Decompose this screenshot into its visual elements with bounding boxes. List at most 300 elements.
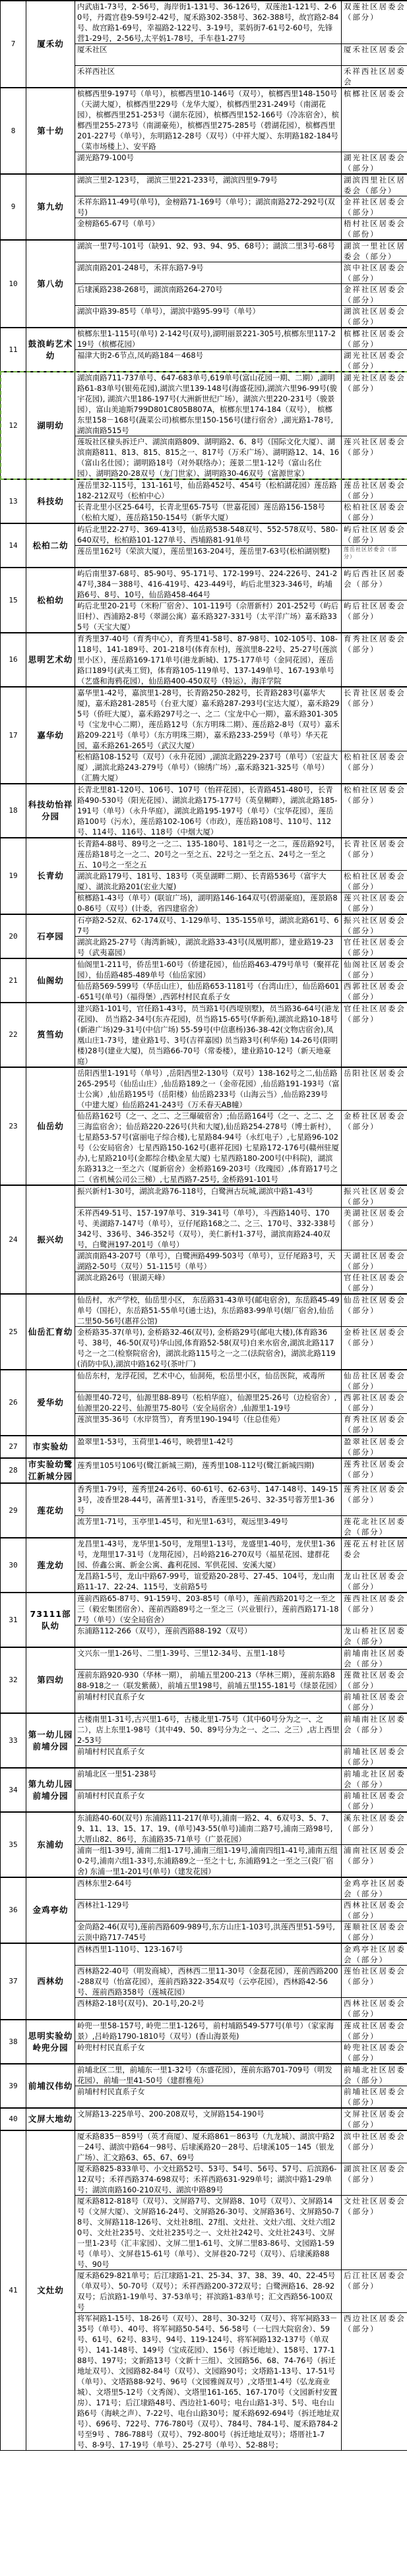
kindergarten-group — [1, 1647, 407, 1713]
address-range — [75, 1943, 342, 1966]
address-text: 长青路4-88号、89号之一之二、135-180号、181号之一之二，莲岳路92号，莲岳路18号之一之二、20号之一至之五、22号之一至之五、24号之一至之五、10号之一至之五 — [77, 839, 340, 869]
address-text: 厦禾社区 — [77, 45, 108, 54]
address-text: 岳阳西里1-191号（单号）,岳阳西里2-130号（双号）138-162号之二,仙岳路265-295号（仙岳山庄）,仙岳路189之一（金帝花园）,仙岳路191-193号（富士公寓）,仙岳路195号（岳阳楼）仙岳路233号（山海云当）,仙岳路239号（中建大厦）仙岳路241-243号（万禾春天AB幢） — [77, 1068, 340, 1109]
address-range — [75, 1414, 342, 1436]
address-range — [75, 1208, 342, 1250]
address-text: 屿后北里20-21号（米粉厂宿舍）、101-119号（佘厝新村）201-252号（屿后旧村）、西浦路2-8号（翠湖公寓）嘉禾路327-331号（太平洋广场）嘉禾路335号（天宝大厦） — [77, 601, 338, 631]
table-row — [1, 2130, 407, 2163]
community-committee: 莲岳社区居委会（部分） — [342, 546, 407, 568]
kindergarten-group — [1, 88, 407, 174]
row-number: 23 — [1, 1067, 26, 1185]
row-number: 21 — [1, 958, 26, 1003]
community-committee: 松柏社区居委会（部分） — [342, 784, 407, 838]
kindergarten-name: 石亭园 — [26, 914, 75, 958]
address-range — [75, 2196, 342, 2270]
row-number: 25 — [1, 1294, 26, 1370]
kindergarten-group — [1, 1294, 407, 1370]
table-row — [1, 1812, 407, 1845]
kindergarten-group — [1, 174, 407, 240]
address-text: 莲滨里35-36号（水岸筼筜），育秀里190-194号（住总佳苑） — [77, 1415, 285, 1424]
community-committee: 厦禾社区居委会 — [342, 44, 407, 66]
community-committee: 育秀社区居委会（部分） — [342, 1414, 407, 1436]
community-committee: 官任社区居委会（部分） — [342, 937, 407, 959]
kindergarten-name: 振兴幼 — [26, 1185, 75, 1294]
address-range — [75, 1067, 342, 1111]
address-text: 湖滨北路25-27号（海湾新城），湖滨北路33-43号(凤凰明都），建业路19-23号（武夷嘉园） — [77, 937, 334, 957]
address-text: 湖滨北路26号（银湖天峰） — [77, 1273, 170, 1282]
address-text: 前埔村村民直系子女 — [77, 1692, 145, 1701]
address-range — [75, 1327, 342, 1370]
kindergarten-name: 科技幼怡祥分园 — [26, 784, 75, 838]
address-range — [75, 687, 342, 751]
row-number: 12 — [1, 372, 26, 479]
community-committee: 前埔南社区居委会（部分） — [342, 1647, 407, 1670]
kindergarten-name: 仙岳汇育幼 — [26, 1294, 75, 1370]
community-committee: 屿后社区居委会（部分） — [342, 600, 407, 633]
community-committee: 松柏社区居委会（部分） — [342, 502, 407, 524]
row-number: 14 — [1, 523, 26, 568]
kindergarten-group — [1, 784, 407, 838]
address-text: 文兴东一里1-26号、二里1-39号、三里12-34号、五里1-18号 — [77, 1649, 286, 1658]
table-row — [1, 838, 407, 871]
address-range — [75, 306, 342, 328]
community-committee: 前埔北社区居委会（部分） — [342, 2064, 407, 2086]
address-range — [75, 1436, 342, 1458]
address-range — [75, 88, 342, 152]
address-text: 金尚路2-46(双号),莲前西路609-989号,东方山庄1-103号,洪莲西里51-59号,云顶中路717-745号 — [77, 1922, 335, 1942]
community-committee: 岭兜社区居委会（部分） — [342, 2042, 407, 2064]
kindergarten-group — [1, 1067, 407, 1185]
address-text: 前埔北区一里51-238号 — [77, 1769, 157, 1778]
address-text: 将军祠路1-15号、18-26号（双号）、28号、30-32号（双号）、将军祠路33－35号（单号）、40号、将军祠路50-54号、56-58号（一七四大院宿舍）、59号、61号、62号、83号、94号、119-124号、将军祠路132-137号（单双号）、141-148号、149号（宝成花园）、156号（拆迁地址）、158号、177-188号、197号；文新路13号（文新十三组）、文园路56、68、74-76号（拆迁地址双号）、文园路82-84号（双号）、文园路90号；文塔路1-13号、17-51号（单号）、文塔路88-92号、96号（文园雅阁双号）,文塔里1-4号（弘龙商业城）、文塔里5-12号（文秀阁）、文塔里161-165、167-170号（文园新村安置房）、171号；后江埭路48号、西边社1-60号；电台山路1-3号、5号、电台山路6号（海峡之声）、7-22号、电台山路30号；厦禾路692-694号（拆迁地址双号）、696号、722号、776-780号（双号）、784号、784-1号、厦禾路784-2号至9号 、786-788号（双号）、792-800号（拆迁地址双号）；塔厝社1-7号、8-9号、17-19号（单号）、25-27号（单号）、52-88号； — [77, 2314, 340, 2449]
address-range — [75, 196, 342, 218]
row-number: 32 — [1, 1647, 26, 1713]
kindergarten-group — [1, 328, 407, 372]
address-range — [75, 2020, 342, 2042]
address-range — [75, 1516, 342, 1538]
table-row — [1, 523, 407, 546]
kindergarten-group — [1, 1458, 407, 1483]
address-text: 湖滨三里2-123号， 湖滨三里221-233号，湖滨四里9-79号 — [77, 175, 278, 185]
address-range — [75, 44, 342, 66]
address-text: 香秀里1-79号，莲秀里24-26号、60-61号、62-63号、147-148号、149-153号，凌香里28-44号，菡菁里1-31号，香莲里5-26号、32-35号蓉芳里1-36号 — [77, 1484, 338, 1515]
address-range — [75, 2313, 342, 2451]
community-committee: 长青社区居委会（部分） — [342, 687, 407, 751]
community-committee: 莲兴社区居委会（部分） — [342, 436, 407, 480]
address-text: 内武庙1-73号，2-56号，海岸街1-131号、36-126号，双莲池1-121号、2-60号，丹霞宫巷9-59号2-42号，厦禾路302-358号、362-388号，故宫路2-84号、故宫路1-69号，幸福路2-122号、3-19号，菜妈街7-61号2-60号，先锋营1-29号，2-56号,太平妈1-78号，手车巷1-27号 — [77, 2, 339, 43]
row-number: 10 — [1, 240, 26, 328]
row-number: 19 — [1, 838, 26, 914]
row-number: 11 — [1, 328, 26, 372]
address-text: 西林东里2-64号 — [77, 1879, 132, 1888]
table-row — [1, 568, 407, 600]
community-committee: 松柏社区居委会（部分） — [342, 871, 407, 893]
table-row — [1, 784, 407, 838]
row-number: 29 — [1, 1483, 26, 1538]
table-row — [1, 1538, 407, 1571]
community-committee: 浦南社区居委会（部分） — [342, 1845, 407, 1878]
row-number: 22 — [1, 1003, 26, 1067]
community-committee: 仙岳社区居委会（部分） — [342, 1370, 407, 1392]
community-committee: 槟榔社区居委会 — [342, 88, 407, 152]
kindergarten-name: 文灶幼 — [26, 2130, 75, 2451]
address-text: 湖滨南路201-248号，禾祥东路7-9号 — [77, 263, 204, 272]
community-committee: 盈翠社区居委会（部分） — [342, 1436, 407, 1458]
address-range — [75, 479, 342, 502]
community-committee: 西林社区居委会（部分） — [342, 1900, 407, 1921]
community-committee: 长青社区居委会（部分） — [342, 838, 407, 871]
community-committee: 金鸡亭社区居委会（部分） — [342, 1877, 407, 1900]
table-row — [1, 1185, 407, 1208]
row-number: 39 — [1, 2064, 26, 2108]
address-range — [75, 1571, 342, 1593]
community-committee: 槟榔社区居委会（部分） — [342, 328, 407, 350]
table-row — [1, 1436, 407, 1458]
row-number: 30 — [1, 1538, 26, 1593]
table-row — [1, 958, 407, 981]
address-range — [75, 784, 342, 838]
kindergarten-name: 长青幼 — [26, 838, 75, 914]
address-text: 浦南一组1-39号, 浦南二组1-17号,浦南三组1-19号,浦南四组1-41号,浦南五组0-2号,浦南六组1-33号,东浦路89之一至之十七, 东浦路91之一至之三(瓷厂宿舍) 东浦一里1-201号(单号)（建发花园） — [77, 1846, 338, 1876]
row-number: 31 — [1, 1593, 26, 1647]
kindergarten-group — [1, 1593, 407, 1647]
community-committee: 溪东社区居委会（部分） — [342, 1812, 407, 1845]
address-text: 盈翠里1-53号，玉荷里1-46号，映碧里1-42号 — [77, 1437, 234, 1446]
kindergarten-name: 莲花幼 — [26, 1483, 75, 1538]
community-committee: 金祥社区居委会（部分） — [342, 284, 407, 306]
address-text: 西林社1-129号 — [77, 1900, 129, 1910]
address-text: 槟榔路1-43号（单号）(联谊广场)，湖明路146-164双号(碧湖豪庭)，莲景路80-86号（双号）(计委，省四建宿舍） — [77, 893, 338, 913]
community-committee: 前埔北社区居委会（部分） — [342, 1768, 407, 1790]
row-number: 35 — [1, 1812, 26, 1877]
row-number: 9 — [1, 174, 26, 240]
community-committee: 梧村社区居委会（部份） — [342, 218, 407, 241]
address-range — [75, 350, 342, 372]
address-text: 前埔村村民直系子女 — [77, 1747, 145, 1756]
address-text: 仙岳路569-599号（华岳山庄），仙岳路653-1181号（台湾山庄），仙岳路601-651号(单号)（福得堡）,西郭村村民直系子女 — [77, 981, 340, 1001]
table-row — [1, 1877, 407, 1900]
community-committee: 后江社区居委会（部分） — [342, 2270, 407, 2313]
address-text: 莲前西路65-87号、91-159号、203-85号（单号），莲前西路201号之一至之三（毅宏集团宿舍）、莲前西路89号之一至之三（兴业银行），莲前西路171-187号（单号）（安全局宿舍） — [77, 1594, 339, 1624]
address-text: 古楼南里1-31号,古兴里1-6号，古楼北里1-75号（其中60号分为之一、之二），店上东里1-98号（其中49、50、89号分为之一、之二、之三）,店上西里2-53号 — [77, 1714, 340, 1745]
row-number: 34 — [1, 1768, 26, 1812]
row-number: 24 — [1, 1185, 26, 1294]
address-range — [75, 1845, 342, 1878]
community-committee: 屿后西社区居委会（部分） — [342, 568, 407, 600]
kindergarten-name: 第九幼 — [26, 174, 75, 240]
table-row — [1, 2108, 407, 2130]
address-range — [75, 328, 342, 350]
kindergarten-group — [1, 1, 407, 88]
row-number: 37 — [1, 1943, 26, 2020]
address-range — [75, 937, 342, 959]
table-row — [1, 1458, 407, 1483]
kindergarten-group — [1, 372, 407, 479]
community-committee: 前埔社区居委会（部分） — [342, 1691, 407, 1714]
address-text: 建兴路1-101号，官任路1-43号，员当路1号(西堤别墅)，员当路36-64号(港龙花园)、 员当路2-34号(东卉花园)，员当路15-65号(华新苑),湖滨北路10-18号(新港广场)29-31号(中信广场) 55-59号(中信惠杨)36-38-42(文物店宿舍),凤凰山庄1-73号，建业路1号、3号(吉祥嘉园) 员当路3号(利华苑) 14-26号(阳明楼)28号(建业大厦)，员当路66-70号（常委楼），建业路10-12号（新天地豪庭） — [77, 1004, 340, 1066]
community-committee: 松柏社区居委会（部分） — [342, 751, 407, 784]
address-range — [75, 284, 342, 306]
address-text: 仙阁里1-211号，侨岳里1-60号（侨建花园），仙岳路463-479号单号（聚祥花园），仙岳路485-489单号（仙岳家园） — [77, 960, 340, 980]
address-range — [75, 218, 342, 241]
address-text: 岭兜一里58-157号, 岭兜二里1-126号，前村埔路549-577号(单号）（家家海景）,吕岭路1790-1810号（双号）(香山海景苑) — [77, 2021, 334, 2041]
community-committee: 湖滨社区居委会（部分） — [342, 2163, 407, 2196]
community-committee: 天湖社区居委会（部分） — [342, 1250, 407, 1272]
address-text: 东浦路112-266（双号），莲前西路88-192（双号） — [77, 1626, 252, 1635]
table-row — [1, 914, 407, 937]
community-committee: 育秀社区居委会（部分） — [342, 633, 407, 687]
kindergarten-group — [1, 1003, 407, 1067]
community-committee: 莲兴社区居委会（部分） — [342, 893, 407, 915]
community-committee: 前埔南社区居委会（部分） — [342, 1713, 407, 1746]
kindergarten-name: 市实验幼 — [26, 1436, 75, 1458]
address-text: 岭兜村村民直系子女 — [77, 2043, 145, 2052]
table-row — [1, 1370, 407, 1392]
address-text: 厦禾路629-821单号；后江埭路1-21、25-34、37、38、39、40、22-45号（单双号）、50-70号（双号）；禾祥西路200-372双号；白鹭洲路16、28-92双号；后滨路1-19单号、37-53单号；祥滨路1-83单号；汇文西路56-100双号 — [77, 2271, 336, 2312]
row-number: 36 — [1, 1877, 26, 1943]
address-text: 振兴新村1-30号，湖滨北路76-118号，白鹭洲古玩城,湖滨中路1-43号 — [77, 1186, 313, 1196]
kindergarten-name: 第九幼儿园前埔分园 — [26, 1768, 75, 1812]
address-range — [75, 1392, 342, 1414]
address-range — [75, 1111, 342, 1186]
address-range — [75, 1370, 342, 1392]
address-text: 禾祥西社区 — [77, 67, 115, 76]
kindergarten-name: 第一幼儿园前埔分园 — [26, 1713, 75, 1768]
row-number: 15 — [1, 568, 26, 633]
kindergarten-name: 仙岳幼 — [26, 1067, 75, 1185]
community-committee: 仙岳社区居委会（部分） — [342, 1294, 407, 1327]
address-text: 东浦路40-60(双号) 东浦路111-217(单号),浦南一路2、4、6双号3、5、7、9、11、13、15、17、19、(单号)43-55(单号)浦南二路7号,浦南三路98号,大厝山82、86号，东浦路35-71单号（广景花园） — [77, 1813, 334, 1844]
address-range — [75, 2064, 342, 2086]
address-text: 屿后北里22-27号、369-413号，仙岳路538-548双号、552-578双号、580-640双号，松柏路101-127单号、西埔路81-91单号 — [77, 525, 338, 544]
row-number: 40 — [1, 2108, 26, 2130]
kindergarten-name: 莲龙幼 — [26, 1538, 75, 1593]
address-range — [75, 893, 342, 915]
kindergarten-name: 湖明幼 — [26, 372, 75, 479]
kindergarten-group — [1, 838, 407, 914]
address-range — [75, 1003, 342, 1067]
row-number: 17 — [1, 687, 26, 784]
community-committee: 美湖社区居委会（部分） — [342, 1208, 407, 1250]
address-range — [75, 871, 342, 893]
table-row — [1, 1294, 407, 1327]
row-number: 33 — [1, 1713, 26, 1768]
address-range — [75, 838, 342, 871]
community-committee: 莲微社区居委会（部分） — [342, 1670, 407, 1691]
address-range — [75, 2130, 342, 2163]
community-committee: 官任社区居委会（部分） — [342, 1003, 407, 1067]
table-row — [1, 479, 407, 502]
kindergarten-group — [1, 1812, 407, 1877]
kindergarten-group — [1, 1943, 407, 2020]
address-text: 湖滨一里7号-101号（缺91、92、93、94、95、68号）；湖滨二里3号-68号 — [77, 241, 335, 250]
table-row — [1, 2064, 407, 2086]
kindergarten-group — [1, 1538, 407, 1593]
address-text: 禾祥西49-51号、157-197单号、319-341号（单号），斗西路140号、170号、美湖路7-147号（单号），豆仔尾路168之二、之三、170号、332-338号342号、336号、346-352号（双号），美仁新村1-37号，湖滨南路24-40双号，白鹭洲197-201号（单号） — [77, 1208, 336, 1249]
table-row — [1, 174, 407, 196]
community-committee: 湖滨一里社区居委会（部分） — [342, 240, 407, 262]
kindergarten-name: 厦禾幼 — [26, 1, 75, 88]
kindergarten-name: 鼓浪屿艺术幼 — [26, 328, 75, 372]
address-range — [75, 1998, 342, 2020]
address-range — [75, 1272, 342, 1295]
address-text: 龙昌路1-5号，龙山中路67-99号，谊爱路20-28号、27-45、104号，龙山南路11-17、22-24、115号，支前路5号 — [77, 1571, 335, 1591]
address-range — [75, 1483, 342, 1516]
address-text: 长青北里小区25-64号，长青北里65-75号（世嘉花园）莲岳路156-158号（松柏大厦），莲岳路150-154号（新华大厦） — [77, 502, 325, 522]
address-text: 金榜路65-67号（单号） — [77, 219, 160, 228]
community-committee: 文屏社区居委会（部分） — [342, 2108, 407, 2130]
address-range — [75, 914, 342, 937]
address-text: 育秀里37-40号（育秀中心），育秀里41-58号、87-98号、102-105号、108-118号、141-189号、201-218号(体育东村)，莲滨里8-22号、25-27号(莲滨里小区），莲岳路169-171单号(港龙新城)、175-177单号（金同花园），莲岳路口189号(武夷工贸)，体育路105-119单号、137-149单号、167-193单号（艺盛和海鸦花园），仙岳路400-450双号（特运），海洋学院 — [77, 634, 338, 686]
community-committee: 滨中社区居委会（部分） — [342, 262, 407, 284]
community-committee: 禾祥西社区居委会 — [342, 66, 407, 88]
kindergarten-group — [1, 523, 407, 568]
address-range — [75, 2163, 342, 2196]
table-row — [1, 1003, 407, 1067]
address-range — [75, 1670, 342, 1691]
community-committee: 莲秀社区居委会（部分） — [342, 1458, 407, 1483]
kindergarten-group — [1, 568, 407, 633]
address-range — [75, 240, 342, 262]
address-range — [75, 2108, 342, 2130]
address-range — [75, 1877, 342, 1900]
address-text: 莲秀里105号106号(鹭江新城三期)，莲秀里108-112号(鹭江新城四期) — [77, 1461, 315, 1470]
address-text: 莲岳里32-115号，131-161号，仙岳路452号、454号（松柏湖花园）莲岳路182-212双号（松柏中心） — [77, 481, 337, 500]
community-committee: 金桥社区居委会（部分） — [342, 1111, 407, 1186]
address-range — [75, 2270, 342, 2313]
community-committee: 西郭社区居委会（部分） — [342, 981, 407, 1003]
kindergarten-group — [1, 479, 407, 523]
kindergarten-group — [1, 1713, 407, 1768]
kindergarten-group — [1, 1483, 407, 1538]
community-committee: 莲顺社区居委会（部分） — [342, 1921, 407, 1944]
address-range — [75, 262, 342, 284]
address-text: 流芳里1-71号，玉亭里1-45号，和光里1-63号，观远里3-49号 — [77, 1517, 288, 1526]
address-text: 松柏路108-152号（双号）（永升花园）,湖滨北路229-237号（单号）（宏益大厦）,湖滨北路243-279号（单号）（锦绣广场）,嘉禾路321-325号（单号）（汇腾大厦） — [77, 752, 338, 782]
address-text: 仙岳路162号（之一、之二、之三爆破宿舍）;仙岳路164号（之一、之二、之三海监宿舍）；仙岳路220-226号(共和大厦),仙岳路254-278号（博士新村）， 七星路53-57号(富丽电子综合楼),七星路84-94号（永红电子）,七星路96-102号（公安局宿舍）七星西路150-162号(惠祥花园) 七星路172-176号(赣州驻厦办),七星路210号(金都综合楼\金星大厦) 七星西路180-200号(中科院)，湖滨东路313之一至之六（厦新宿舍）金桥路169-203号（玫瑰园）,体育路17号之二（省机械公司公三梯）,七星西路7-25号, 金桥路91-101号 — [77, 1111, 339, 1184]
address-range — [75, 600, 342, 633]
address-range — [75, 1250, 342, 1272]
address-range — [75, 981, 342, 1003]
table-row — [1, 1768, 407, 1790]
table-row — [1, 240, 407, 262]
row-number: 16 — [1, 633, 26, 687]
community-committee: 岳阳社区居委会 — [342, 1067, 407, 1111]
community-committee: 湖光社区居委会（部分） — [342, 372, 407, 436]
table-row — [1, 88, 407, 152]
address-text: 金桥路35-37(单号), 金桥路32-46(双号), 金桥路29号(邮电大楼),体育路36号、38号，46-50(双号)华山园,体育路52-58(双号)自来水宿舍,湖滨北路117号之一之二(检察院宿舍)，湖滨北路115号之一之二(法院宿舍)，湖滨北路119(消防中队),湖滨中路162号(茶叶厂) — [77, 1328, 336, 1368]
kindergarten-name: 第四幼 — [26, 1647, 75, 1713]
community-committee: 滨中社区居委会（部分） — [342, 2130, 407, 2163]
row-number: 28 — [1, 1458, 26, 1483]
kindergarten-name: 市实验幼鹭江新城分园 — [26, 1458, 75, 1483]
community-committee: 龙山桥社区居委会（部分） — [342, 1625, 407, 1648]
address-range — [75, 1790, 342, 1813]
address-range — [75, 1593, 342, 1625]
kindergarten-group — [1, 958, 407, 1003]
kindergarten-name: 西林幼 — [26, 1943, 75, 2020]
address-text: 厦禾路825-833单号、小文灶路52号、53号、54号、56号、57号、后滨路6-12双号；禾祥西路374-698双号；禾祥西路631-929单号；湖滨中路1-29单号；湖滨南路160-210双号、湖滨中路89号 — [77, 2164, 337, 2194]
kindergarten-group — [1, 240, 407, 328]
kindergarten-name: 第八幼 — [26, 240, 75, 328]
community-committee: 屿后社区居委会（部分） — [342, 523, 407, 546]
address-text: 莲坂社区棣头拆迁户、湖滨南路809、湖明路2、6、8号（国际文化大厦）、湖滨南路811、813、815、815之一、817号（万禾广场）、湖明路12、14、16（富山名仕园）；湖明路18号（对外联络办）；莲景二里1-12号（富山名仕园）、湖明路20-28双号（龙门世家）、湖明路30-46双号（富源世家） — [77, 437, 340, 478]
address-text: 屿后南里37-68号、85-90号、95-171号、172-199号、224-226号、241-247号,384－388号、416-419号、423-449号，屿后北里323-346号，屿埔路6号、8号、10号，仙岳路458-464号 — [77, 569, 338, 599]
community-committee: 金桥社区居委会（部分） — [342, 1327, 407, 1370]
table-row — [1, 1, 407, 44]
table-row — [1, 687, 407, 751]
community-committee: 官任社区居委会（部分） — [342, 1272, 407, 1295]
address-text: 槟榔西里9-197号（单号），槟榔西里10-146号（双号），槟榔西里148-150号（天湖大厦），槟榔西里229号（龙华大厦），槟榔西里231-249号（南湖花园），槟榔西里251-253号（湖东花园），槟榔西里152-166号（冷冻宿舍），槟榔西里255-273号（南湖豪苑），槟榔西里275-285号（碧湖花园），槟榔西里201-227号（单号），东明路12-28号（双号）（中祥大厦）、东明路182-184号（菜市场楼上）、安平路 — [77, 89, 340, 151]
address-range — [75, 1458, 342, 1483]
address-text: 西林路22-40号（明发商城），西林西二里11-30号（金磊花园），莲前西路200-288双号（怡富花园），莲前西路322-354双号（云亭花园），西林路42-56号、莲前西路358号（莲城花园） — [77, 1966, 338, 1997]
address-text: 西林西里1-110号、123-167号 — [77, 1945, 183, 1954]
community-committee: 西郭社区居委会（部分） — [342, 1392, 407, 1414]
kindergarten-name: 仙阁幼 — [26, 958, 75, 1003]
address-text: 湖滨中路39-85号（单号），湖滨中路95-99号（单号） — [77, 307, 260, 316]
kindergarten-name: 嘉华幼 — [26, 687, 75, 784]
table-row — [1, 1593, 407, 1625]
table-row — [1, 2020, 407, 2042]
community-committee: 振兴社区居委会（部分） — [342, 914, 407, 937]
community-committee: 金祥社区居委会（部分） — [342, 196, 407, 218]
address-text: 槟榔东里1-115号(单号) 2-142号(双号),湖明丽景221-305号,槟榔东里117-219号（槟榔花园） — [77, 329, 336, 349]
kindergarten-name: 筼筜幼 — [26, 1003, 75, 1067]
address-text: 湖光路79-100号 — [77, 153, 134, 162]
row-number: 27 — [1, 1436, 26, 1458]
community-committee: 湖光社区居委会（部分） — [342, 152, 407, 175]
table-row — [1, 1483, 407, 1516]
address-range — [75, 1746, 342, 1769]
kindergarten-name: 前埔汉伟幼 — [26, 2064, 75, 2108]
address-range — [75, 372, 342, 436]
community-committee: 前埔社区居委会（部分） — [342, 1790, 407, 1813]
address-text: 后埭溪路238-268号，湖滨南路264-270号 — [77, 285, 223, 294]
row-number: 18 — [1, 784, 26, 838]
kindergarten-group — [1, 1877, 407, 1943]
address-range — [75, 1768, 342, 1790]
table-row — [1, 633, 407, 687]
kindergarten-name: 松柏二幼 — [26, 523, 75, 568]
kindergarten-group — [1, 687, 407, 784]
kindergarten-name: 金鸡亭幼 — [26, 1877, 75, 1943]
address-range — [75, 66, 342, 88]
community-committee: 湖光社区居委会（部分） — [342, 350, 407, 372]
kindergarten-group — [1, 1185, 407, 1294]
community-committee: 西边社区居委会（部分） — [342, 2313, 407, 2451]
address-text: 仙岳村，水产学校，仙岳里小区， 东岳路31-43单号(邮电宿舍)，东岳路45-49单号（国托），东岳路51-55单号(通士达)，东岳路83-99单号(烟厂宿舍),仙岳二里50-56号(惠祥公馆) — [77, 1295, 340, 1326]
table-row — [1, 1713, 407, 1746]
kindergarten-name: 科技幼 — [26, 479, 75, 523]
table-row — [1, 372, 407, 436]
community-committee: 莲秀社区居委会（部分） — [342, 1483, 407, 1516]
kindergarten-name: 思明艺术幼 — [26, 633, 75, 687]
community-committee: 莲怡社区居委会（部分） — [342, 1966, 407, 1998]
address-text: 湖滨南路43-207号（单号），白鹭洲路499-503号（单号），豆仔尾路3号，天湖路2-50号（双号）51-115号（单号） — [77, 1251, 336, 1271]
community-committee: 前埔社区居委会（部分） — [342, 1746, 407, 1769]
community-committee: 莲岳社区居委会（部分） — [342, 479, 407, 502]
kindergarten-group — [1, 2130, 407, 2451]
row-number: 41 — [1, 2130, 26, 2451]
address-text: 禾祥东路11-49号(单号)，金榜路71-169号（单号）；湖滨南路272-292号(双号) — [77, 197, 335, 217]
address-range — [75, 546, 342, 568]
row-number: 8 — [1, 88, 26, 174]
kindergarten-group — [1, 2020, 407, 2064]
address-range — [75, 1812, 342, 1845]
address-range — [75, 502, 342, 524]
community-committee: 文灶社区居委会（部分） — [342, 2196, 407, 2270]
address-range — [75, 1294, 342, 1327]
